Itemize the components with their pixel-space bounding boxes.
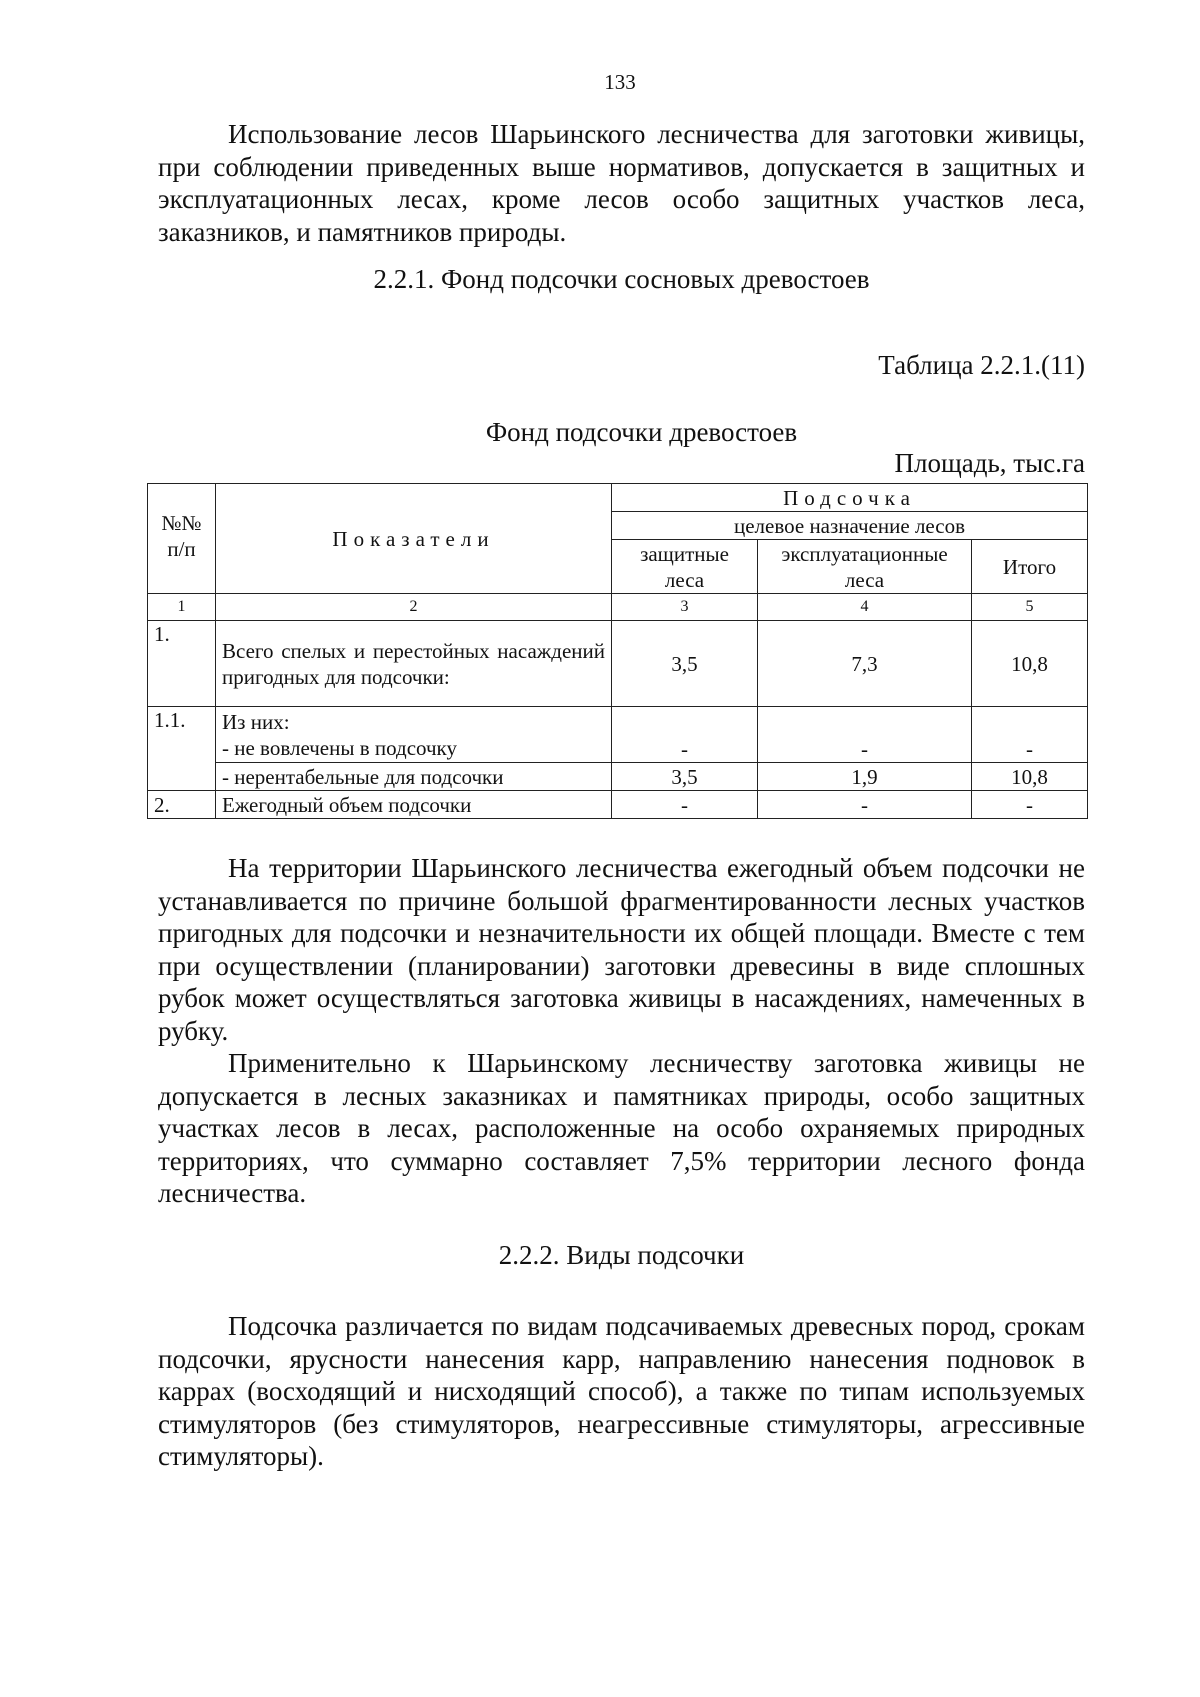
row-label-intro: Из них:: [222, 709, 290, 734]
row-exploitation: 7,3: [758, 621, 972, 707]
row-exploitation: -: [758, 791, 972, 819]
row-protective: 3,5: [612, 763, 758, 791]
header-col-exploitation: эксплуатационные леса: [758, 540, 972, 594]
data-table-container: [147, 483, 1087, 819]
row-total: -: [972, 791, 1088, 819]
header-col-indicators: Показатели: [216, 484, 612, 594]
row-total: -: [972, 707, 1088, 763]
paragraph-4: Подсочка различается по видам подсачиваемых древесных пород, срокам подсочки, ярусности нанесения карр, направлению нанесения подновок в каррах (восходящий и нисходящий способ), а также по типам используемых стимуляторов (без стимуляторов, неагрессивные стимуляторы, агрессивные стимуляторы).: [158, 1311, 1085, 1472]
col-number: 3: [612, 594, 758, 621]
row-label: - нерентабельные для подсочки: [216, 763, 612, 791]
page-number: 133: [604, 70, 636, 94]
row-num: 1.: [148, 621, 216, 707]
row-num: 1.1.: [148, 707, 216, 791]
row-total: 10,8: [972, 621, 1088, 707]
table-number: Таблица 2.2.1.(11): [878, 350, 1085, 380]
header-group-top: Подсочка: [612, 484, 1088, 512]
header-col-num: №№ п/п: [148, 484, 216, 594]
section-2-2-1-title: 2.2.1. Фонд подсочки сосновых древостоев: [373, 264, 870, 294]
table-row: [148, 707, 1088, 763]
table-unit: Площадь, тыс.га: [894, 448, 1085, 478]
header-col-protective: защитные леса: [612, 540, 758, 594]
data-table: [147, 483, 1088, 819]
col-number: 5: [972, 594, 1088, 621]
col-number: 1: [148, 594, 216, 621]
row-protective: -: [612, 707, 758, 763]
table-row: [148, 763, 1088, 791]
row-protective: -: [612, 791, 758, 819]
intro-paragraph: Использование лесов Шарьинского лесничества для заготовки живицы, при соблюдении приведенных выше нормативов, допускается в защитных и эксплуатационных лесах, кроме лесов особо защитных участков леса, заказников, и памятников природы.: [158, 119, 1085, 247]
paragraph-3: Применительно к Шарьинскому лесничеству заготовка живицы не допускается в лесных заказниках и памятниках природы, особо защитных участках лесов в лесах, расположенные на особо охраняемых природных территориях, что суммарно составляет 7,5% территории лесного фонда лесничества.: [158, 1048, 1085, 1209]
row-num: 2.: [148, 791, 216, 819]
section-2-2-2-title: 2.2.2. Виды подсочки: [498, 1240, 745, 1270]
row-label-text: Всего спелых и перестойных насаждений пригодных для подсочки:: [222, 638, 605, 689]
row-exploitation: 1,9: [758, 763, 972, 791]
row-label: Ежегодный объем подсочки: [216, 791, 612, 819]
row-total: 10,8: [972, 763, 1088, 791]
header-col-total: Итого: [972, 540, 1088, 594]
col-number: 4: [758, 594, 972, 621]
paragraph-2: На территории Шарьинского лесничества ежегодный объем подсочки не устанавливается по причине большой фрагментированности лесных участков пригодных для подсочки и незначительности их общей площади. Вместе с тем при осуществлении (планировании) заготовки древесины в виде сплошных рубок может осуществляться заготовка живицы в насаждениях, намеченных в рубку.: [158, 853, 1085, 1046]
table-title: Фонд подсочки древостоев: [485, 417, 798, 447]
row-protective: 3,5: [612, 621, 758, 707]
table-row: [148, 791, 1088, 819]
row-label: [216, 707, 612, 763]
table-row: [148, 621, 1088, 707]
col-number: 2: [216, 594, 612, 621]
row-exploitation: -: [758, 707, 972, 763]
row-label: [216, 621, 612, 707]
row-label-text: - не вовлечены в подсочку: [222, 735, 457, 760]
header-group-sub: целевое назначение лесов: [612, 512, 1088, 540]
